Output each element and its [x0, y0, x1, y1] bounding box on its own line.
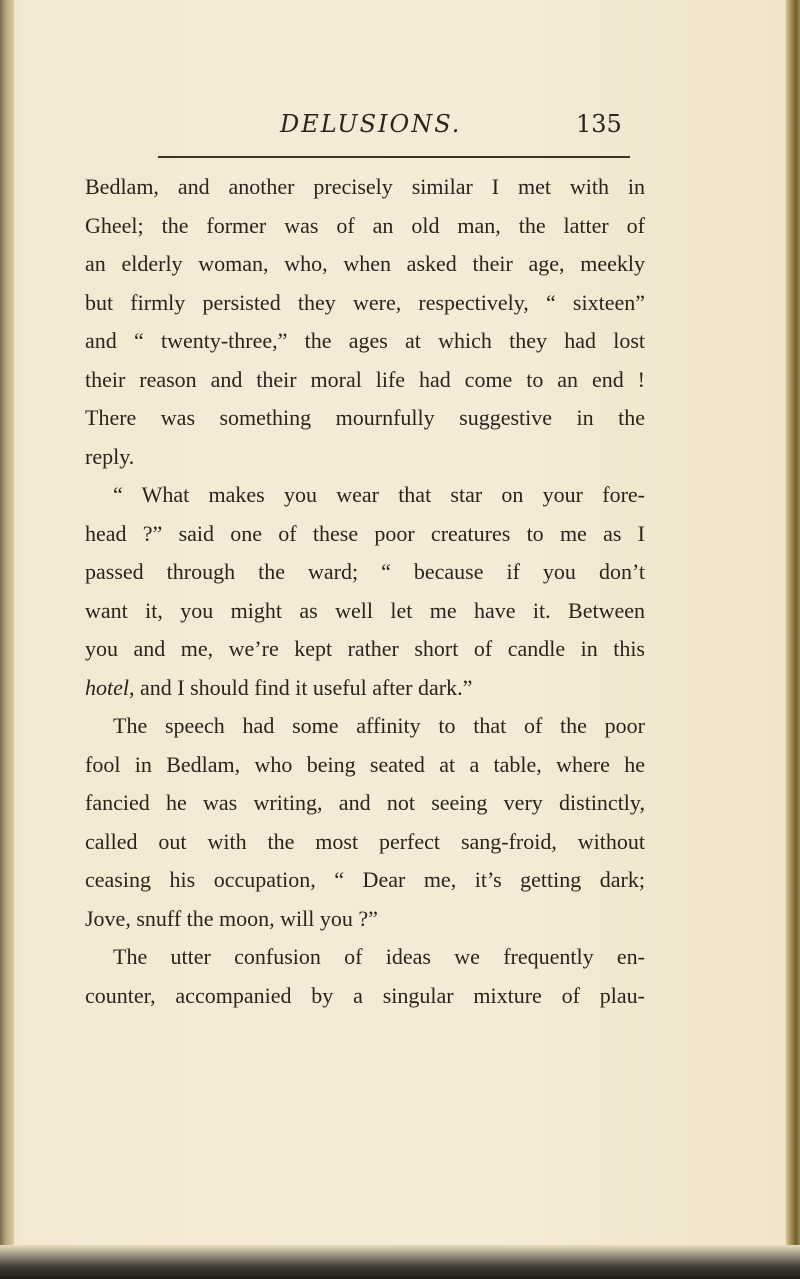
text-line: and “ twenty-three,” the ages at which they had lost [85, 328, 645, 353]
text-line: but firmly persisted they were, respectively, “ sixteen” [85, 289, 645, 315]
italic-word: hotel [85, 674, 129, 700]
text-line: want it, you might as well let me have it. Between [85, 597, 645, 623]
page-gutter-shadow [0, 0, 14, 1279]
text-line: Jove, snuff the moon, will you ?” [85, 905, 378, 931]
text-line: fancied he was writing, and not seeing very distinctly, [85, 790, 645, 815]
text-line: counter, accompanied by a singular mixture of plau- [85, 982, 645, 1008]
text-line: There was something mournfully suggestive in the [85, 405, 645, 430]
page-fore-edge [786, 0, 800, 1279]
page-number: 135 [576, 110, 622, 138]
text-line: The speech had some affinity to that of the poor [113, 713, 645, 738]
text-line: fool in Bedlam, who being seated at a table, where he [85, 751, 645, 777]
text-line: their reason and their moral life had come to an end ! [85, 366, 645, 392]
text-line: ceasing his occupation, “ Dear me, it’s getting dark; [85, 867, 645, 892]
text-line-rest: , and I should find it useful after dark.” [129, 674, 473, 700]
header-rule [158, 156, 630, 158]
text-line: you and me, we’re kept rather short of candle in this [85, 636, 645, 661]
text-line: The utter confusion of ideas we frequently en- [113, 944, 645, 969]
text-line: passed through the ward; “ because if you don’t [85, 559, 645, 584]
text-line: head ?” said one of these poor creatures to me as I [85, 520, 645, 546]
text-line: called out with the most perfect sang-froid, without [85, 828, 645, 854]
body-text [85, 168, 645, 1015]
page-bottom-edge [0, 1245, 800, 1279]
running-head [0, 110, 800, 150]
text-line: Gheel; the former was of an old man, the latter of [85, 212, 645, 238]
text-line: “ What makes you wear that star on your fore- [113, 482, 645, 507]
text-line: reply. [85, 443, 135, 469]
running-head-title: DELUSIONS. [280, 110, 462, 138]
text-line: Bedlam, and another precisely similar I met with in [85, 174, 645, 199]
text-line-with-italic [85, 669, 645, 708]
text-line: an elderly woman, who, when asked their age, meekly [85, 251, 645, 276]
